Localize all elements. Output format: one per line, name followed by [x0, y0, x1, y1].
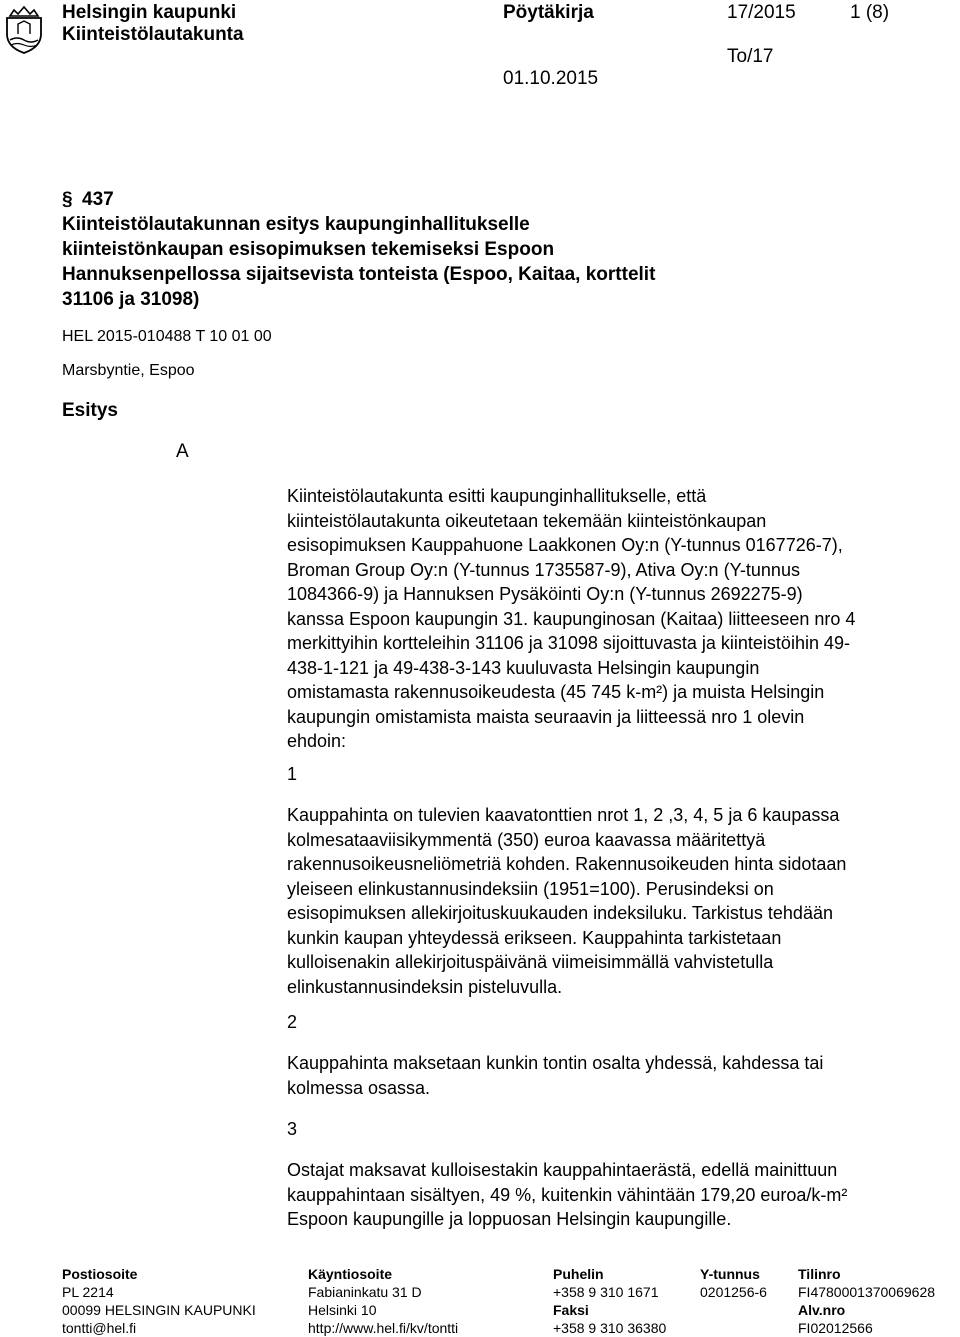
- item-1-text: [287, 803, 959, 999]
- header-doc-number: 17/2015: [727, 2, 796, 23]
- footer-account: [798, 1265, 935, 1337]
- header-city: Helsingin kaupunki: [62, 2, 237, 23]
- title-line: Kiinteistölautakunnan esitys kaupunginhallitukselle: [62, 214, 530, 235]
- text-line: Kiinteistölautakunta esitti kaupunginhallitukselle, että: [287, 486, 707, 506]
- footer-line: 00099 HELSINGIN KAUPUNKI: [62, 1302, 256, 1318]
- item-marker-a: A: [176, 441, 189, 462]
- header-doc-type: Pöytäkirja: [503, 2, 594, 23]
- footer-line: PL 2214: [62, 1284, 114, 1300]
- footer-web-link[interactable]: http://www.hel.fi/kv/tontti: [308, 1320, 459, 1336]
- footer-heading: Y-tunnus: [700, 1266, 760, 1282]
- footer-heading: Tilinro: [798, 1266, 841, 1282]
- footer-line: Helsinki 10: [308, 1302, 377, 1318]
- section-number: 437: [82, 189, 114, 210]
- footer-line: +358 9 310 36380: [553, 1320, 667, 1336]
- text-line: merkittyihin kortteleihin 31106 ja 31098 sijoittuvasta ja kiinteistöihin 49-: [287, 633, 850, 653]
- title-line: kiinteistönkaupan esisopimuksen tekemiseksi Espoon: [62, 239, 555, 260]
- helsinki-coat-of-arms-logo: [4, 4, 44, 54]
- item-2-text: [287, 1051, 959, 1100]
- item-marker-3: 3: [287, 1119, 298, 1139]
- footer-ytunnus: [700, 1265, 767, 1301]
- location: Marsbyntie, Espoo: [62, 362, 195, 379]
- footer-visiting: [308, 1265, 458, 1337]
- header-board: Kiinteistölautakunta: [62, 24, 244, 45]
- header-page: 1 (8): [850, 2, 890, 23]
- text-line: kolmesataaviisikymmentä (350) euroa kaavassa määritettyä: [287, 829, 766, 850]
- title-line: 31106 ja 31098): [62, 289, 200, 310]
- footer-line: FI4780001370069628: [798, 1284, 936, 1300]
- footer-heading: Käyntiosoite: [308, 1266, 393, 1282]
- text-line: 1084366-9) ja Hannuksen Pysäköinti Oy:n (Y-tunnus 2692275-9): [287, 584, 803, 604]
- item-3-text: [287, 1158, 959, 1232]
- footer-heading: Faksi: [553, 1302, 589, 1318]
- title-line: Hannuksenpellossa sijaitsevista tonteista (Espoo, Kaitaa, korttelit: [62, 264, 656, 285]
- item-a-text: [287, 484, 959, 754]
- text-line: kanssa Espoon kaupungin 31. kaupunginosan (Kaitaa) liitteeseen nro 4: [287, 608, 856, 629]
- text-line: Kauppahinta on tulevien kaavatonttien nrot 1, 2 ,3, 4, 5 ja 6 kaupassa: [287, 805, 840, 825]
- text-line: kauppahintaan sisältyen, 49 %, kuitenkin vähintään 179,20 euroa/k-m²: [287, 1184, 848, 1205]
- section-heading: [62, 187, 73, 212]
- text-line: kiinteistölautakunta oikeutetaan tekemään kiinteistönkaupan: [287, 510, 767, 531]
- text-line: rakennusoikeusneliömetriä kohden. Rakennusoikeuden hinta sidotaan: [287, 854, 847, 874]
- footer-line: Fabianinkatu 31 D: [308, 1284, 422, 1300]
- text-line: kaupungin omistamista maista seuraavin ja liitteessä nro 1 olevin: [287, 706, 805, 727]
- footer-line: +358 9 310 1671: [553, 1284, 659, 1300]
- footer-postal: [62, 1265, 256, 1337]
- footer-phone: [553, 1265, 666, 1337]
- esitys-heading: Esitys: [62, 400, 118, 421]
- header-date: 01.10.2015: [503, 68, 599, 89]
- text-line: ehdoin:: [287, 731, 347, 751]
- text-line: yleiseen elinkustannusindeksiin (1951=100). Perusindeksi on: [287, 878, 774, 899]
- diary-number: HEL 2015-010488 T 10 01 00: [62, 328, 272, 345]
- item-marker-1: 1: [287, 764, 298, 784]
- text-line: Broman Group Oy:n (Y-tunnus 1735587-9), Ativa Oy:n (Y-tunnus: [287, 559, 800, 580]
- text-line: Kauppahinta maksetaan kunkin tontin osalta yhdessä, kahdessa tai: [287, 1053, 824, 1073]
- text-line: omistamasta rakennusoikeudesta (45 745 k-m²) ja muista Helsingin: [287, 682, 825, 702]
- footer-line: FI02012566: [798, 1320, 873, 1336]
- section-sign: §: [62, 189, 73, 210]
- text-line: esisopimuksen allekirjoituskuukauden indeksiluku. Tarkistus tehdään: [287, 903, 833, 923]
- text-line: Ostajat maksavat kulloisestakin kauppahintaerästä, edellä mainittuun: [287, 1160, 838, 1180]
- header-section: To/17: [727, 46, 774, 67]
- text-line: kulloisenakin allekirjoituspäivänä viimeisimmällä vahvistetulla: [287, 952, 774, 972]
- footer-heading: Postiosoite: [62, 1266, 138, 1282]
- text-line: kolmessa osassa.: [287, 1077, 431, 1098]
- text-line: esisopimuksen Kauppahuone Laakkonen Oy:n (Y-tunnus 0167726-7),: [287, 535, 843, 555]
- footer-heading: Alv.nro: [798, 1302, 846, 1318]
- text-line: 438-1-121 ja 49-438-3-143 kuuluvasta Helsingin kaupungin: [287, 657, 760, 678]
- text-line: elinkustannusindeksin pisteluvulla.: [287, 976, 563, 997]
- text-line: Espoon kaupungille ja loppuosan Helsingin kaupungille.: [287, 1209, 732, 1229]
- item-marker-2: 2: [287, 1012, 298, 1032]
- text-line: kunkin kaupan yhteydessä erikseen. Kauppahinta tarkistetaan: [287, 927, 782, 948]
- footer-line: 0201256-6: [700, 1284, 767, 1300]
- footer-heading: Puhelin: [553, 1266, 604, 1282]
- footer-email-link[interactable]: tontti@hel.fi: [62, 1320, 137, 1336]
